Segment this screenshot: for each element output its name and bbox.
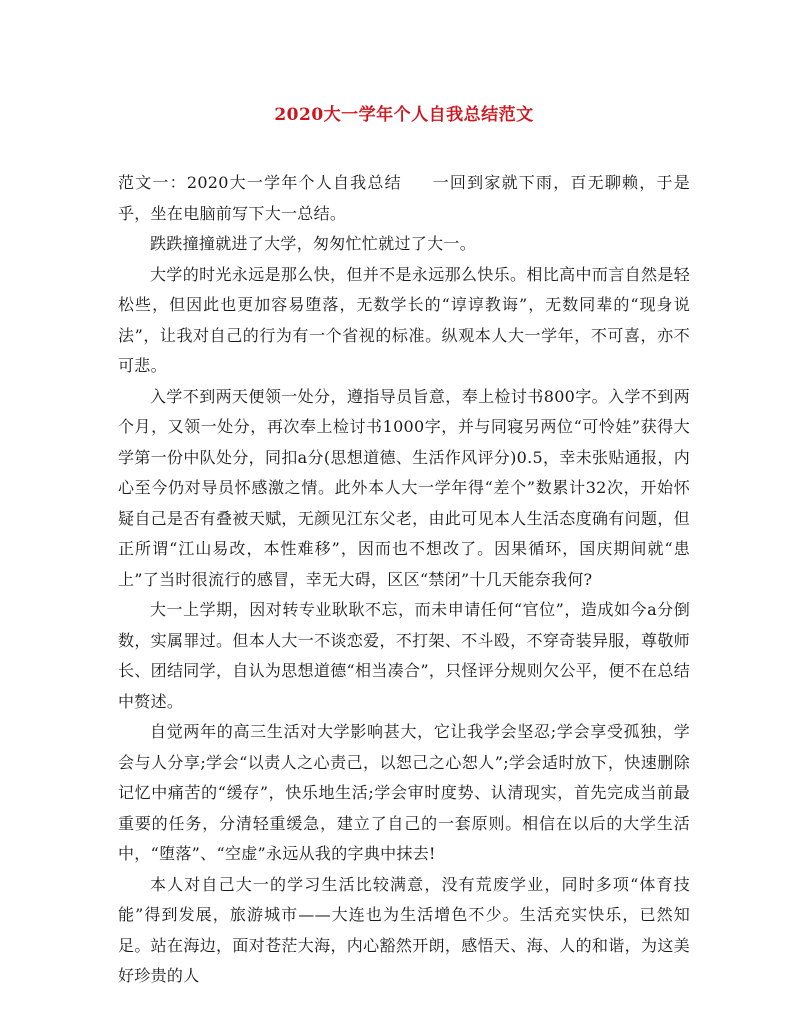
paragraph-7: 本人对自己大一的学习生活比较满意，没有荒废学业，同时多项“体育技能”得到发展，旅游城市——大连也为生活增色不少。生活充实快乐，已然知足。站在海边，面对苍茫大海，内心豁然开朗，感悟天、海、人的和谐，为这美好珍贵的人 (118, 874, 690, 985)
document-page (118, 100, 690, 992)
intro-label: 范文一：2020大一学年个人自我总结 (118, 173, 402, 192)
paragraph-6: 自觉两年的高三生活对大学影响甚大，它让我学会坚忍;学会享受孤独，学会与人分享;学会“以责人之心责己，以恕己之心恕人”;学会适时放下，快速删除记忆中痛苦的“缓存”，快乐地生活;学会审时度势、认清现实，首先完成当前最重要的任务，分清轻重缓急，建立了自己的一套原则。相信在以后的大学生活中，“堕落”、“空虚”永远从我的字典中抹去! (118, 722, 690, 863)
intro-text: 一回到家就下雨，百无聊赖，于是乎，坐在电脑前写下大一总结。 (118, 173, 690, 223)
paragraph-4: 入学不到两天便领一处分，遵指导员旨意，奉上检讨书800字。入学不到两个月，又领一处分，再次奉上检讨书1000字，并与同寝另两位“可怜娃”获得大学第一份中队处分，同扣a分(思想道德、生活作风评分)0.5，幸未张贴通报，内心至今仍对导员怀感激之情。此外本人大一学年得“差个”数累计32次，开始怀疑自己是否有叠被天赋，无颜见江东父老，由此可见本人生活态度确有问题，但正所谓“江山易改，本性难移”，因而也不想改了。因果循环，国庆期间就“患上”了当时很流行的感冒，幸无大碍，区区“禁闭”十几天能奈我何? (118, 386, 690, 589)
document-title: 2020大一学年个人自我总结范文 (274, 105, 534, 125)
paragraph-3: 大学的时光永远是那么快，但并不是永远那么快乐。相比高中而言自然是轻松些，但因此也更加容易堕落，无数学长的“谆谆教诲”，无数同辈的“现身说法”，让我对自己的行为有一个省视的标准。纵观本人大一学年，不可喜，亦不可悲。 (118, 264, 690, 375)
paragraph-5: 大一上学期，因对转专业耿耿不忘，而未申请任何“官位”，造成如今a分倒数，实属罪过。但本人大一不谈恋爱，不打架、不斗殴，不穿奇装异服，尊敬师长、团结同学，自认为思想道德“相当凑合”，只怪评分规则欠公平，便不在总结中赘述。 (118, 600, 690, 711)
paragraph-intro (118, 168, 690, 229)
paragraph-2: 跌跌撞撞就进了大学，匆匆忙忙就过了大一。 (150, 234, 477, 253)
